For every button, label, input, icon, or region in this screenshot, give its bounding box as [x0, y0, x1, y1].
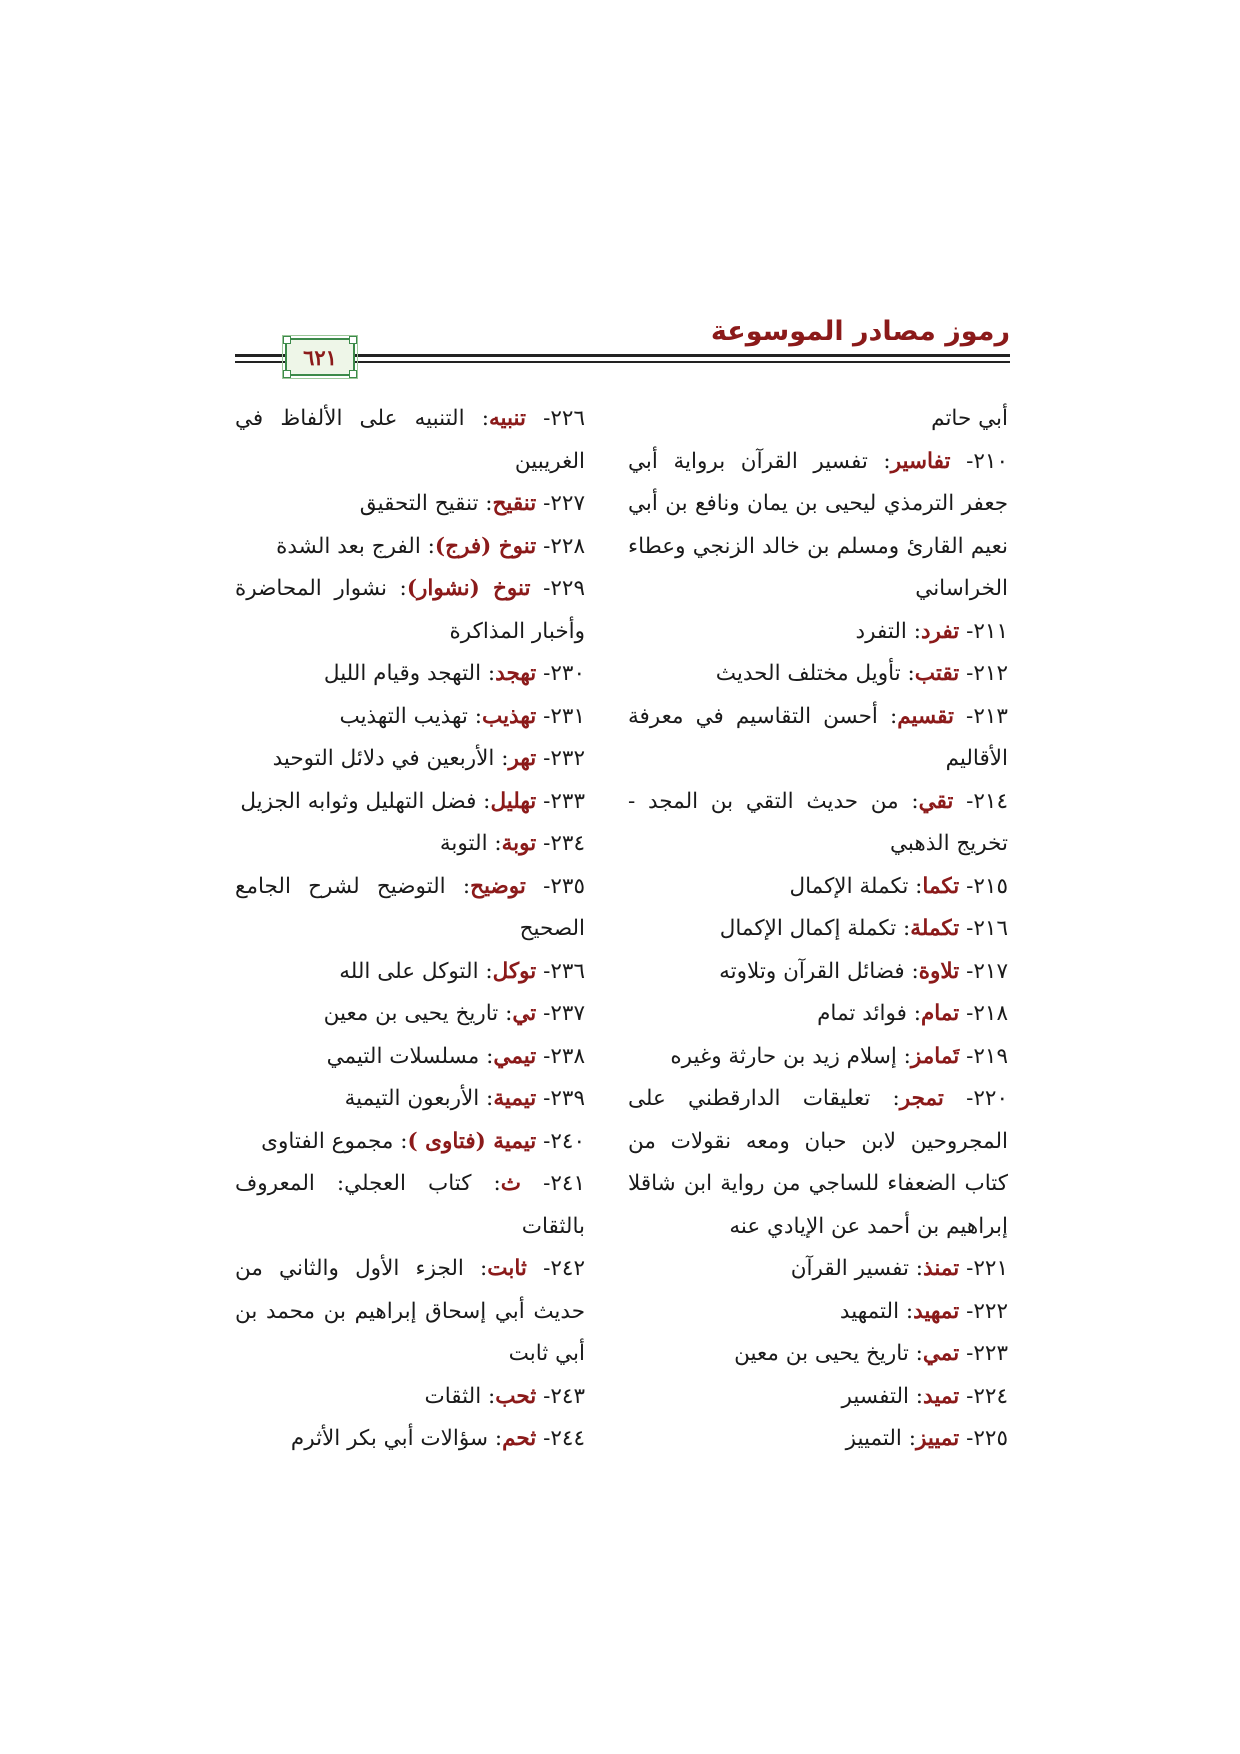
entry-number: ٢٣٠- — [536, 661, 585, 686]
source-entry — [628, 1078, 1008, 1248]
entry-title: : فوائد تمام — [817, 1001, 921, 1026]
source-entry — [235, 1078, 585, 1121]
source-entry — [628, 441, 1008, 611]
entry-title: : نشوار المحاضرة وأخبار المذاكرة — [235, 576, 585, 644]
entry-title: : التوضيح لشرح الجامع الصحيح — [235, 873, 585, 941]
entry-number: ٢١٤- — [953, 788, 1008, 814]
entry-code: تمنذ — [923, 1256, 960, 1281]
entry-title: : إسلام زيد بن حارثة وغيره — [670, 1043, 911, 1069]
source-entry — [628, 696, 1008, 781]
entry-number: ٢٤٠- — [536, 1128, 585, 1154]
source-entry — [235, 1163, 585, 1248]
header-rule — [235, 361, 285, 363]
entry-code: تيمية (فتاوى ) — [407, 1128, 537, 1154]
right-column — [628, 398, 1008, 1461]
source-entry — [628, 1036, 1008, 1079]
source-entry — [235, 1376, 585, 1419]
source-entry — [628, 1376, 1008, 1419]
entry-code: تيمي — [493, 1043, 537, 1069]
entry-code: تنبيه — [488, 406, 526, 431]
entry-number: ٢٢٩- — [530, 576, 585, 601]
entry-code: توبة — [501, 831, 537, 856]
entry-title: : التمهيد — [839, 1298, 914, 1324]
entry-code: ث — [500, 1171, 522, 1196]
source-entry — [235, 951, 585, 994]
entry-number: ٢٢٧- — [536, 491, 585, 516]
source-entry — [628, 1333, 1008, 1376]
source-entry — [628, 908, 1008, 951]
entry-code: تهذيب — [481, 703, 537, 729]
source-entry — [628, 993, 1008, 1036]
entry-title: : التوكل على الله — [339, 958, 493, 984]
left-column — [235, 398, 585, 1461]
entry-title: : تفسير القرآن برواية أبي جعفر الترمذي ليحيى بن يمان ونافع بن أبي نعيم القارئ ومسلم بن خالد الزنجي وعطاء الخراساني — [628, 448, 1008, 601]
entry-code: تلاوة — [918, 958, 960, 984]
source-entry — [628, 866, 1008, 909]
entry-title: : تفسير القرآن — [790, 1256, 924, 1281]
entry-number: ٢١٠- — [950, 448, 1008, 474]
entry-title: : تعليقات الدارقطني على المجروحين لابن حبان ومعه نقولات من كتاب الضعفاء للساجي من رواية ابن شاقلا إبراهيم بن أحمد عن الإيادي عنه — [628, 1086, 1008, 1239]
entry-number: ٢٢٣- — [959, 1341, 1008, 1366]
entry-title: : تهذيب التهذيب — [339, 703, 482, 729]
entry-number: ٢٢٤- — [959, 1383, 1008, 1409]
entry-title: : تاريخ يحيى بن معين — [323, 1001, 513, 1026]
entry-number: ٢١١- — [959, 618, 1008, 644]
source-entry — [235, 781, 585, 824]
entry-number: ٢٤٢- — [526, 1256, 585, 1281]
entry-number: ٢٤١- — [521, 1171, 585, 1196]
source-entry — [628, 781, 1008, 866]
source-entry — [235, 1248, 585, 1376]
entry-code: تنوخ (فرج) — [434, 533, 537, 559]
entry-number: ٢٣٨- — [536, 1043, 585, 1069]
entry-title: : كتاب العجلي: المعروف بالثقات — [235, 1171, 585, 1239]
entry-number: ٢٣١- — [536, 703, 585, 729]
source-entry — [235, 823, 585, 866]
running-title: رموز مصادر الموسوعة — [710, 316, 1010, 347]
entry-code: تي — [512, 1001, 537, 1026]
entry-code: توضيح — [470, 873, 526, 899]
entry-code: ثحم — [502, 1426, 537, 1451]
entry-code: تهليل — [490, 788, 537, 814]
entry-title: : سؤالات أبي بكر الأثرم — [290, 1426, 503, 1451]
entry-title: : مجموع الفتاوى — [261, 1128, 408, 1154]
entry-number: ٢٢٨- — [536, 533, 585, 559]
source-entry — [235, 398, 585, 483]
entry-number: ٢٤٤- — [536, 1426, 585, 1451]
entry-title: : التنبيه على الألفاظ في الغريبين — [235, 406, 585, 474]
ornament-corner — [349, 336, 357, 344]
entry-title: : تكملة إكمال الإكمال — [719, 916, 911, 941]
entry-number: ٢١٥- — [959, 873, 1008, 899]
entry-code: توكل — [492, 958, 537, 984]
continuation-line: أبي حاتم — [931, 406, 1008, 431]
entry-title: : التفرد — [855, 618, 921, 644]
source-entry — [235, 1418, 585, 1461]
entry-number: ٢٣٤- — [536, 831, 585, 856]
entry-code: تهجد — [495, 661, 537, 686]
entry-number: ٢٢٢- — [959, 1298, 1008, 1324]
header-rule — [235, 354, 285, 357]
entry-number: ٢٣٥- — [525, 873, 585, 899]
entry-title: : مسلسلات التيمي — [326, 1043, 494, 1069]
source-entry — [628, 1291, 1008, 1334]
source-entry — [235, 568, 585, 653]
entry-code: تمجر — [899, 1086, 944, 1111]
entry-number: ٢١٣- — [954, 703, 1008, 729]
source-entry — [628, 1418, 1008, 1461]
entry-code: تمهيد — [913, 1298, 960, 1324]
entry-code: تقي — [918, 788, 954, 814]
entry-number: ٢٢٥- — [959, 1426, 1008, 1451]
entry-title: : تاريخ يحيى بن معين — [734, 1341, 923, 1366]
entry-code: تمييز — [915, 1426, 960, 1451]
entry-code: تقتب — [914, 661, 960, 686]
entry-code: تهر — [508, 746, 537, 771]
page-number: ٦٢١ — [303, 344, 337, 370]
entry-code: ثابت — [487, 1256, 527, 1281]
left-entries-list — [235, 398, 585, 1461]
entry-number: ٢١٦- — [959, 916, 1008, 941]
ornament-corner — [283, 336, 291, 344]
source-entry — [235, 653, 585, 696]
page-number-badge — [285, 338, 355, 376]
entry-number: ٢٣٧- — [536, 1001, 585, 1026]
entry-title: : من حديث التقي بن المجد - تخريج الذهبي — [628, 788, 1008, 856]
entry-number: ٢١٨- — [959, 1001, 1008, 1026]
entry-number: ٢٢٠- — [943, 1086, 1008, 1111]
entry-number: ٢٢١- — [959, 1256, 1008, 1281]
entry-number: ٢٣٢- — [536, 746, 585, 771]
entry-number: ٢١٩- — [959, 1043, 1008, 1069]
source-entry — [235, 1121, 585, 1164]
entry-code: تكملة — [910, 916, 960, 941]
source-entry — [235, 738, 585, 781]
entry-title: : التمييز — [845, 1426, 916, 1451]
source-entry — [628, 1248, 1008, 1291]
entry-title: : الثقات — [424, 1383, 496, 1409]
entry-title: : التفسير — [841, 1383, 924, 1409]
entry-title: : التوبة — [439, 831, 502, 856]
entry-code: تكما — [922, 873, 960, 899]
source-entry — [628, 653, 1008, 696]
entry-code: تميد — [923, 1383, 960, 1409]
entry-title: : الفرج بعد الشدة — [276, 533, 435, 559]
entry-title: : الأربعون التيمية — [344, 1086, 494, 1111]
entry-code: تمي — [922, 1341, 960, 1366]
entry-code: تيمية — [493, 1086, 537, 1111]
entry-title: : فضائل القرآن وتلاوته — [719, 958, 919, 984]
entry-title: : الأربعين في دلائل التوحيد — [272, 746, 509, 771]
entry-code: تَمامز — [910, 1043, 960, 1069]
header-rule — [355, 354, 1010, 357]
entry-title: : تنقيح التحقيق — [359, 491, 493, 516]
entry-title: : التهجد وقيام الليل — [323, 661, 496, 686]
header-rule — [355, 361, 1010, 363]
entry-number: ٢٣٦- — [536, 958, 585, 984]
entry-title: : فضل التهليل وثوابه الجزيل — [240, 788, 491, 814]
entry-code: تقسيم — [897, 703, 955, 729]
ornament-corner — [283, 370, 291, 378]
entry-title: : تكملة الإكمال — [789, 873, 923, 899]
right-entries-list — [628, 441, 1008, 1461]
source-entry — [235, 696, 585, 739]
source-entry — [628, 951, 1008, 994]
ornament-corner — [349, 370, 357, 378]
entry-number: ٢١٢- — [959, 661, 1008, 686]
entry-number: ٢٤٣- — [536, 1383, 585, 1409]
entry-code: تفاسير — [890, 448, 951, 474]
entry-code: تفرد — [920, 618, 960, 644]
entry-code: تنوخ (نشوار) — [406, 576, 531, 601]
source-entry — [235, 526, 585, 569]
entry-number: ٢١٧- — [959, 958, 1008, 984]
page-header — [235, 316, 1010, 378]
entry-number: ٢٢٦- — [525, 406, 585, 431]
entry-code: تمام — [920, 1001, 960, 1026]
source-entry — [235, 483, 585, 526]
entry-code: تنقيح — [492, 491, 537, 516]
entry-title: : أحسن التقاسيم في معرفة الأقاليم — [628, 703, 1008, 771]
entry-title: : تأويل مختلف الحديث — [715, 661, 915, 686]
entry-code: ثحب — [495, 1383, 537, 1409]
source-entry — [235, 1036, 585, 1079]
entry-number: ٢٣٩- — [536, 1086, 585, 1111]
entry-title: : الجزء الأول والثاني من حديث أبي إسحاق إبراهيم بن محمد بن أبي ثابت — [235, 1256, 585, 1366]
source-entry — [235, 866, 585, 951]
entry-number: ٢٣٣- — [536, 788, 585, 814]
source-entry — [628, 611, 1008, 654]
source-entry — [235, 993, 585, 1036]
